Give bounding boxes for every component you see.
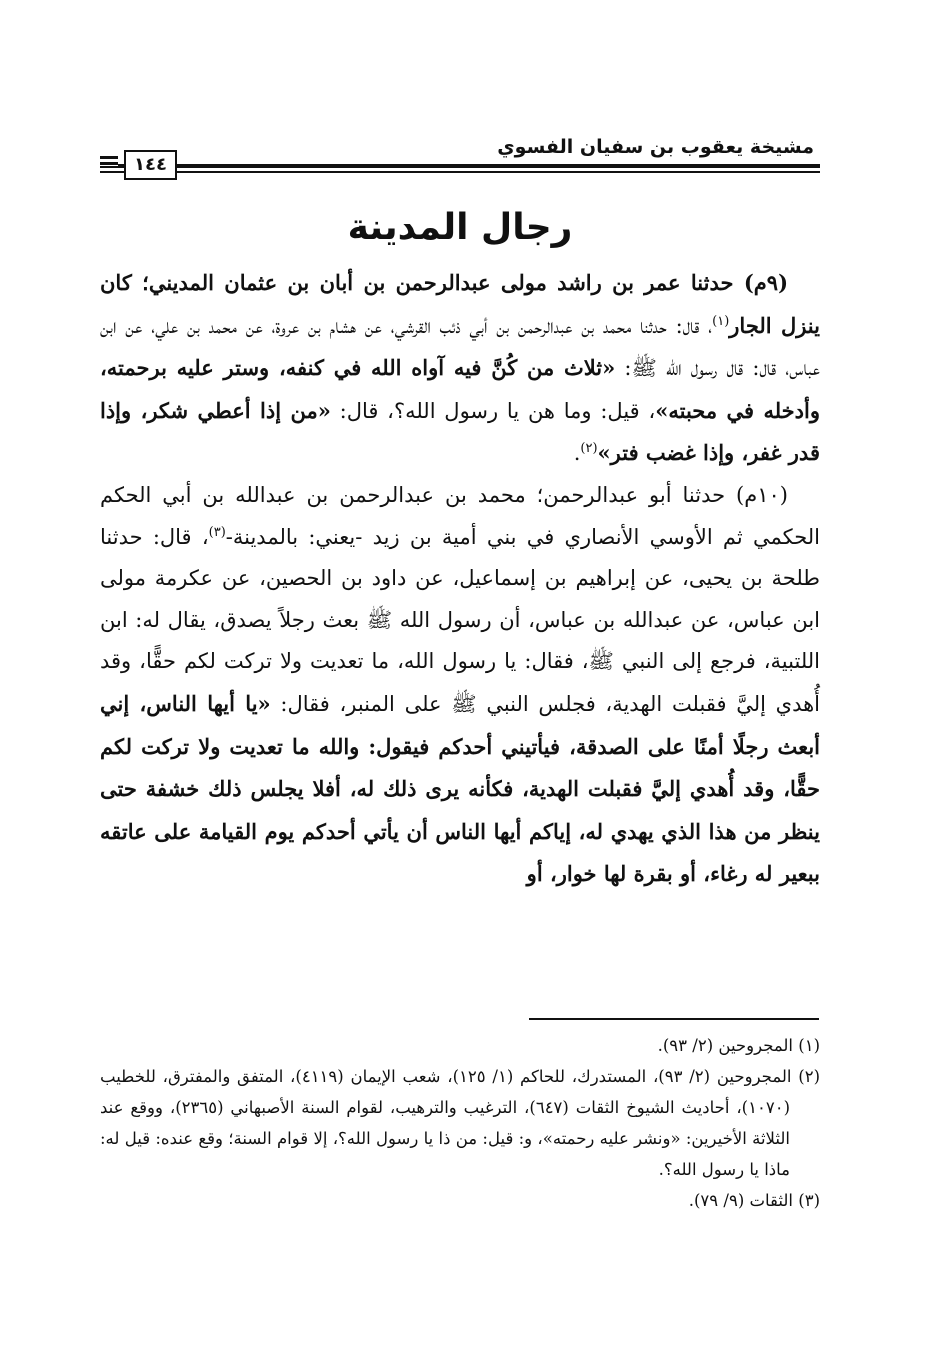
book-title: مشيخة يعقوب بن سفيان الفسوي — [497, 136, 814, 158]
footnote-ref: (٢) — [580, 441, 598, 457]
isnad-text: ، قال: حدثنا محمد بن عبدالرحمن بن أبي ذئب القرشي، عن هشام بن عروة، عن محمد بن علي، عن ابن عباس، قال: قال رسول الله ﷺ: — [100, 313, 820, 381]
footnote-separator — [529, 1018, 819, 1020]
footnote-ref: (١) — [712, 313, 730, 329]
footnote: (٣) الثقات (٩/ ٧٩). — [688, 1191, 820, 1210]
hadith-quote: «يا أيها الناس، إني أبعث رجلًا أمنًا على الصدقة، فيأتيني أحدكم فيقول: والله ما تعديت ولا تركت لكم حقًّا، وقد أُهدي إليَّ فقبلت الهدية، فكأنه يرى ذلك له، أفلا يجلس ذلك خشفة حتى ينظر من هذا الذي يهدي له، إياكم أيها الناس أن يأتي أحدكم يوم القيامة على عاتقه ببعير له رغاء، أو بقرة لها خوار، أو — [100, 690, 820, 887]
isnad-lead: (١٠م) حدثنا أبو عبدالرحمن؛ محمد بن عبدالرحمن بن عبدالله بن أبي الحكم الحكمي ثم الأوسي الأنصاري في بني أمية بن زيد — [100, 482, 820, 549]
header-rule-thin — [100, 171, 820, 173]
footnote: (٢) المجروحين (٢/ ٩٣)، المستدرك، للحاكم (١/ ١٢٥)، شعب الإيمان (٤١١٩)، المتفق والمفترق، للخطيب (١٠٧٠)، أحاديث الشيوخ الثقات (٦٤٧)، الترغيب والترهيب، لقوام السنة الأصبهاني (٢٣٦٥)، ووقع عند الثلاثة الأخيرين: «ونشر عليه رحمته»، و: قيل: من ذا يا رسول الله؟، إلا قوام السنة؛ وقع عنده: قيل له: ماذا يا رسول الله؟. — [100, 1067, 820, 1179]
body-text — [100, 262, 820, 896]
isnad-text: -يعني: بالمدينة- — [225, 524, 373, 549]
isnad-lead: (٩م) حدثنا عمر بن راشد مولى عبدالرحمن بن أبان بن عثمان المديني؛ كان ينزل الجار — [100, 270, 820, 338]
footnotes — [100, 1030, 820, 1216]
hadith-paragraph — [100, 262, 820, 475]
hadith-quote: «من إذا أعطي شكر، وإذا قدر غفر، وإذا غضب فتر» — [100, 397, 820, 466]
header-rule-thick — [100, 164, 820, 168]
header-dash-ornament — [100, 156, 118, 166]
footnote: (١) المجروحين (٢/ ٩٣). — [657, 1036, 820, 1055]
paragraph-end: . — [573, 441, 581, 466]
chapter-title: رجال المدينة — [347, 207, 573, 248]
running-header — [100, 128, 820, 180]
page-number: ١٤٤ — [124, 150, 177, 180]
isnad-text: ، قيل: وما هن يا رسول الله؟، قال: — [330, 398, 656, 423]
isnad-text: ، قال: حدثنا طلحة بن يحيى، عن إبراهيم بن إسماعيل، عن داود بن الحصين، عن عكرمة مولى ابن عباس، عن عبدالله بن عباس، أن رسول الله ﷺ بعث رجلاً يصدق، يقال له: ابن اللتبية، فرجع إلى النبي ﷺ، فقال: يا رسول الله، ما تعديت ولا تركت لكم حقًّا، وقد أُهدي إليَّ فقبلت الهدية، فجلس النبي ﷺ على المنبر، فقال: — [100, 524, 821, 716]
hadith-paragraph — [100, 475, 820, 896]
footnote-ref: (٣) — [208, 524, 226, 540]
hadith-quote: «ثلاث من كُنَّ فيه آواه الله في كنفه، وستر عليه برحمته، وأدخله في محبته» — [100, 355, 820, 423]
